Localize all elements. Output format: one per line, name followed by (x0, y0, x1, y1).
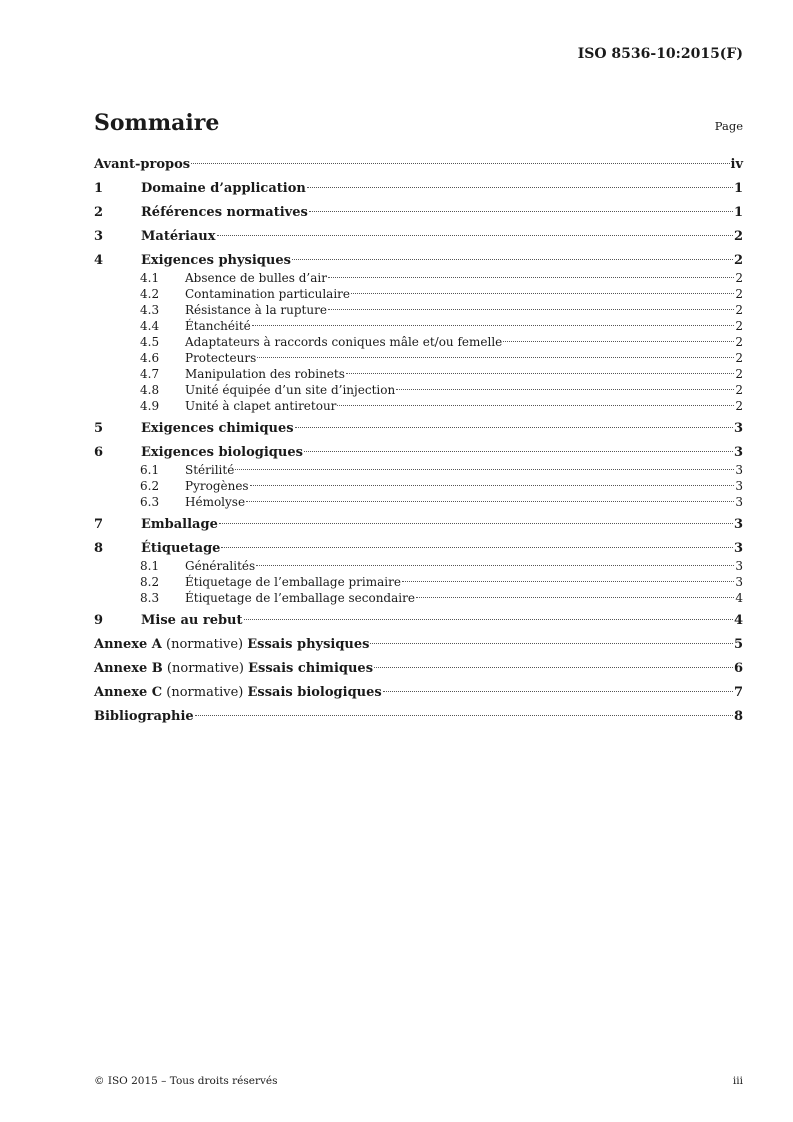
dot-leader (235, 469, 734, 470)
toc-page: 4 (735, 591, 743, 605)
toc-number: 8.1 (140, 559, 160, 573)
annex-title: Essais physiques (247, 637, 370, 652)
toc-page: 6 (733, 661, 743, 676)
toc-label: Absence de bulles d’air (185, 271, 327, 285)
toc-entry-annex-a[interactable] (94, 635, 743, 654)
dot-leader (246, 501, 734, 502)
dot-leader (304, 451, 733, 452)
toc-label: Adaptateurs à raccords coniques mâle et/ou femelle (185, 335, 503, 349)
toc-page: 2 (735, 287, 743, 301)
document-id: ISO 8536-10:2015(F) (577, 46, 743, 62)
dot-leader (217, 235, 733, 236)
toc-page: 3 (733, 541, 743, 556)
toc-page: 3 (735, 463, 743, 477)
dot-leader (191, 163, 729, 164)
annex-type: (normative) (162, 685, 248, 700)
dot-leader (257, 357, 734, 358)
toc-page: 2 (733, 253, 743, 268)
dot-leader (295, 427, 733, 428)
toc-label: Pyrogènes (185, 479, 249, 493)
annex-prefix: Annexe A (94, 637, 162, 652)
dot-leader (351, 293, 734, 294)
toc-page: 7 (733, 685, 743, 700)
toc-page: 3 (735, 559, 743, 573)
toc-label: Exigences chimiques (141, 421, 294, 436)
toc-label: Domaine d’application (141, 181, 306, 196)
annex-type: (normative) (161, 637, 248, 652)
toc-number: 6 (94, 445, 104, 460)
toc-entry-5[interactable] (94, 419, 743, 438)
toc-number: 4.2 (140, 287, 160, 301)
toc-number: 6.1 (140, 463, 160, 477)
toc-entry-4-6[interactable] (94, 350, 743, 366)
toc-number: 1 (94, 181, 104, 196)
toc-entry-avant-propos[interactable] (94, 155, 743, 174)
dot-leader (383, 691, 733, 692)
toc-entry-4[interactable] (94, 251, 743, 270)
toc-entry-4-2[interactable] (94, 286, 743, 302)
toc-label (94, 635, 369, 654)
dot-leader (370, 643, 732, 644)
annex-title: Essais chimiques (248, 661, 374, 676)
dot-leader (219, 523, 733, 524)
dot-leader (292, 259, 733, 260)
toc-page: 3 (733, 421, 743, 436)
dot-leader (396, 389, 734, 390)
toc-page: 3 (735, 495, 743, 509)
toc-label: Stérilité (185, 463, 235, 477)
dot-leader (337, 405, 734, 406)
toc-entry-4-9[interactable] (94, 398, 743, 414)
toc-entry-7[interactable] (94, 515, 743, 534)
toc-page: 3 (733, 445, 743, 460)
page-title: Sommaire (94, 110, 220, 136)
toc-page: 3 (733, 517, 743, 532)
toc-number: 3 (94, 229, 104, 244)
dot-leader (503, 341, 734, 342)
toc-page: 2 (735, 383, 743, 397)
toc-page: 2 (735, 399, 743, 413)
toc-number: 8.3 (140, 591, 160, 605)
toc-entry-8-2[interactable] (94, 574, 743, 590)
toc-number: 4.6 (140, 351, 160, 365)
dot-leader (221, 547, 732, 548)
toc-number: 9 (94, 613, 104, 628)
dot-leader (307, 187, 733, 188)
toc-entry-8-1[interactable] (94, 558, 743, 574)
dot-leader (309, 211, 733, 212)
toc-label: Références normatives (141, 205, 308, 220)
toc-number: 6.3 (140, 495, 160, 509)
toc-label: Mise au rebut (141, 613, 243, 628)
dot-leader (346, 373, 734, 374)
toc-entry-6-3[interactable] (94, 494, 743, 510)
toc-entry-bibliographie[interactable] (94, 707, 743, 726)
toc-label: Protecteurs (185, 351, 257, 365)
toc-page: 3 (735, 479, 743, 493)
annex-type: (normative) (162, 661, 249, 676)
toc-label: Contamination particulaire (185, 287, 350, 301)
toc-number: 4 (94, 253, 104, 268)
toc-page: 8 (733, 709, 743, 724)
toc-label: Hémolyse (185, 495, 246, 509)
toc-entry-3[interactable] (94, 227, 743, 246)
toc-label (94, 659, 373, 678)
toc-label: Unité équipée d’un site d’injection (185, 383, 396, 397)
toc-entry-8-3[interactable] (94, 590, 743, 606)
page-column-heading: Page (714, 119, 743, 133)
toc-page: 2 (735, 271, 743, 285)
toc-label: Généralités (185, 559, 256, 573)
toc-number: 4.1 (140, 271, 160, 285)
toc-entry-6[interactable] (94, 443, 743, 462)
dot-leader (256, 565, 734, 566)
toc-number: 4.8 (140, 383, 160, 397)
toc-entry-4-3[interactable] (94, 302, 743, 318)
dot-leader (328, 309, 734, 310)
toc-page: 1 (733, 181, 743, 196)
dot-leader (250, 485, 735, 486)
toc-entry-4-7[interactable] (94, 366, 743, 382)
toc-entry-4-8[interactable] (94, 382, 743, 398)
toc-entry-9[interactable] (94, 611, 743, 630)
toc-label: Manipulation des robinets (185, 367, 345, 381)
dot-leader (328, 277, 734, 278)
toc-page: 2 (735, 303, 743, 317)
toc-number: 5 (94, 421, 104, 436)
annex-title: Essais biologiques (247, 685, 382, 700)
toc-entry-4-1[interactable] (94, 270, 743, 286)
toc-page: 3 (735, 575, 743, 589)
toc-label: Unité à clapet antiretour (185, 399, 337, 413)
toc-number: 4.7 (140, 367, 160, 381)
toc-number: 4.5 (140, 335, 160, 349)
toc-entry-6-1[interactable] (94, 462, 743, 478)
toc-page: 2 (735, 367, 743, 381)
toc-entry-4-5[interactable] (94, 334, 743, 350)
toc-entry-8[interactable] (94, 539, 743, 558)
dot-leader (402, 581, 734, 582)
toc-number: 7 (94, 517, 104, 532)
dot-leader (195, 715, 733, 716)
toc-page: iv (730, 157, 743, 172)
toc-page: 2 (735, 351, 743, 365)
toc-number: 2 (94, 205, 104, 220)
toc-page: 2 (733, 229, 743, 244)
toc-number: 8.2 (140, 575, 160, 589)
dot-leader (244, 619, 733, 620)
toc-page: 2 (735, 335, 743, 349)
toc-number: 4.3 (140, 303, 160, 317)
toc-label: Matériaux (141, 229, 216, 244)
toc-label: Étiquetage de l’emballage secondaire (185, 591, 415, 605)
toc-label: Résistance à la rupture (185, 303, 327, 317)
dot-leader (252, 325, 735, 326)
toc-label: Exigences biologiques (141, 445, 303, 460)
copyright-notice: © ISO 2015 – Tous droits réservés (94, 1075, 278, 1087)
toc-label: Exigences physiques (141, 253, 291, 268)
annex-prefix: Annexe C (94, 685, 163, 700)
table-of-contents (94, 155, 743, 726)
toc-label: Emballage (141, 517, 218, 532)
page-number: iii (732, 1075, 743, 1087)
toc-number: 6.2 (140, 479, 160, 493)
toc-number: 8 (94, 541, 104, 556)
toc-page: 4 (733, 613, 743, 628)
toc-page: 2 (735, 319, 743, 333)
toc-entry-1[interactable] (94, 179, 743, 198)
toc-number: 4.4 (140, 319, 160, 333)
toc-label: Avant-propos (94, 157, 191, 172)
dot-leader (374, 667, 733, 668)
toc-entry-2[interactable] (94, 203, 743, 222)
toc-page: 5 (733, 637, 743, 652)
toc-number: 4.9 (140, 399, 160, 413)
toc-page: 1 (733, 205, 743, 220)
toc-label: Étiquetage (141, 541, 221, 556)
toc-label: Étanchéité (185, 319, 251, 333)
toc-entry-6-2[interactable] (94, 478, 743, 494)
dot-leader (416, 597, 734, 598)
annex-prefix: Annexe B (94, 661, 163, 676)
toc-entry-4-4[interactable] (94, 318, 743, 334)
toc-label (94, 683, 382, 702)
toc-label: Étiquetage de l’emballage primaire (185, 575, 401, 589)
toc-label: Bibliographie (94, 709, 194, 724)
toc-entry-annex-c[interactable] (94, 683, 743, 702)
toc-entry-annex-b[interactable] (94, 659, 743, 678)
